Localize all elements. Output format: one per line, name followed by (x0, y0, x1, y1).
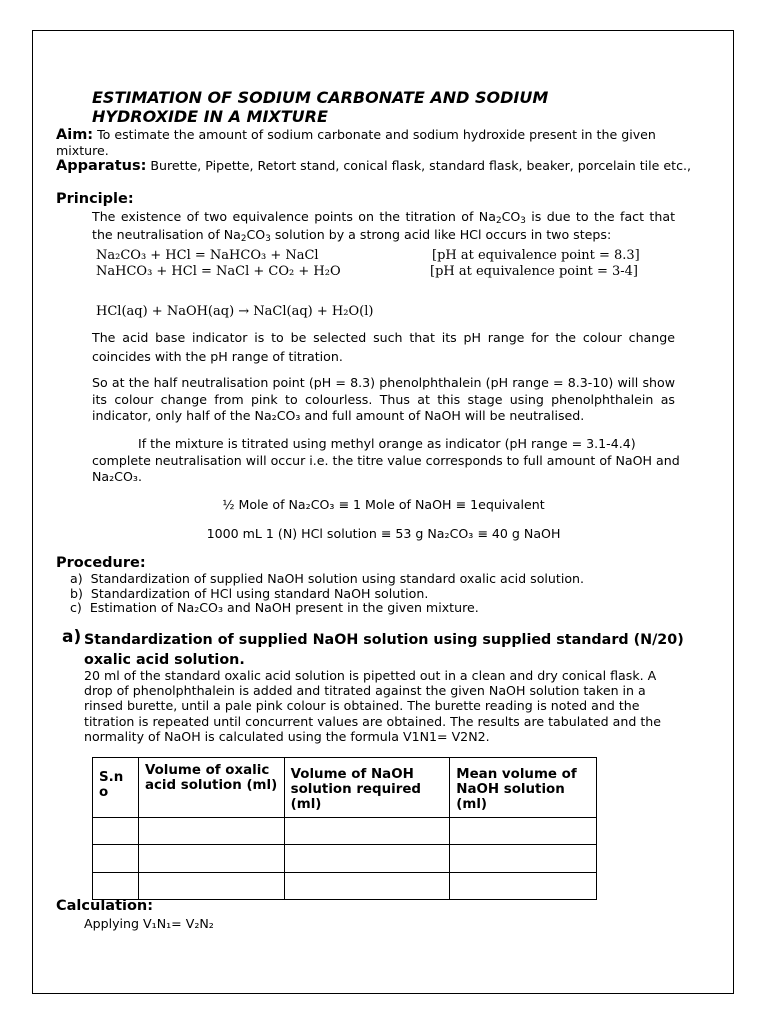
column-header: Mean volume of NaOH solution (ml) (450, 758, 597, 818)
table-row (93, 818, 597, 845)
table-row (93, 845, 597, 872)
section-a-label: a) (62, 627, 82, 647)
apparatus-label: Apparatus: (56, 158, 147, 174)
aim-section (56, 127, 696, 158)
observation-table (92, 757, 597, 900)
principle-label: Principle: (56, 191, 134, 207)
procedure-list (70, 572, 690, 616)
principle-intro: The existence of two equivalence points on the titration of $Na_2CO_3$ is due to the fact that the neutralisation of $Na_2CO_3$ solution by a strong acid like HCl occurs in two steps: (92, 209, 676, 244)
equation-3: HCl(aq) + NaOH(aq) → NaCl(aq) + H₂O(l) (96, 304, 374, 319)
page-title: ESTIMATION OF SODIUM CARBONATE AND SODIUM HYDROXIDE IN A MIXTURE (92, 88, 549, 126)
aim-text: To estimate the amount of sodium carbonate and sodium hydroxide present in the given mixture. (56, 127, 656, 158)
calculation-formula: Applying V₁N₁= V₂N₂ (84, 916, 214, 931)
procedure-label: Procedure: (56, 555, 146, 571)
solution-relation: 1000 mL 1 (N) HCl solution ≡ 53 g Na₂CO₃ ≡ 40 g NaOH (206, 526, 561, 541)
column-header: Volume of NaOH solution required (ml) (284, 758, 450, 818)
table-row (93, 872, 597, 899)
apparatus-section (56, 158, 696, 174)
principle-paragraph-3: If the mixture is titrated using methyl orange as indicator (pH range = 3.1-4.4) complete neutralisation will occur i.e. the titre value corresponds to full amount of NaOH and Na₂CO₃. (92, 436, 680, 484)
section-a-title: Standardization of supplied NaOH solution using supplied standard (N/20) oxalic acid solution. (84, 632, 684, 668)
apparatus-text: Burette, Pipette, Retort stand, conical flask, standard flask, beaker, porcelain tile etc., (146, 158, 692, 173)
principle-paragraph-1: The acid base indicator is to be selected such that its pH range for the colour change coincides with the pH range of titration. (92, 330, 675, 364)
equation-1: Na₂CO₃ + HCl = NaHCO₃ + NaCl (96, 248, 319, 263)
procedure-item: a) Standardization of supplied NaOH solution using standard oxalic acid solution. (70, 571, 585, 586)
equation-2: NaHCO₃ + HCl = NaCl + CO₂ + H₂O (96, 264, 341, 279)
aim-label: Aim: (56, 127, 94, 143)
mole-relation: ½ Mole of Na₂CO₃ ≡ 1 Mole of NaOH ≡ 1equivalent (222, 497, 545, 512)
equation-2-ph: [pH at equivalence point = 3-4] (430, 264, 639, 279)
equation-1-ph: [pH at equivalence point = 8.3] (432, 248, 640, 263)
procedure-item: b) Standardization of HCl using standard NaOH solution. (70, 585, 429, 601)
procedure-item: c) Estimation of Na₂CO₃ and NaOH present in the given mixture. (70, 600, 479, 615)
column-header: Volume of oxalic acid solution (ml) (138, 758, 284, 818)
section-a-text: 20 ml of the standard oxalic acid solution is pipetted out in a clean and dry conical flask. A drop of phenolphthalein is added and titrated against the given NaOH solution taken in a rinsed burette, until a pale pink colour is obtained. The burette reading is noted and the titration is repeated until concurrent values are obtained. The results are tabulated and the normality of NaOH is calculated using the formula V1N1= V2N2. (84, 668, 661, 744)
column-header: S.n o (93, 758, 139, 818)
calculation-label: Calculation: (56, 898, 154, 914)
table-header-row (93, 758, 597, 818)
principle-paragraph-2: So at the half neutralisation point (pH = 8.3) phenolphthalein (pH range = 8.3-10) will show its colour change from pink to colourless. Thus at this stage using phenolphthalein as indicator, only half of the Na₂CO₃ and full amount of NaOH will be neutralised. (92, 375, 675, 423)
